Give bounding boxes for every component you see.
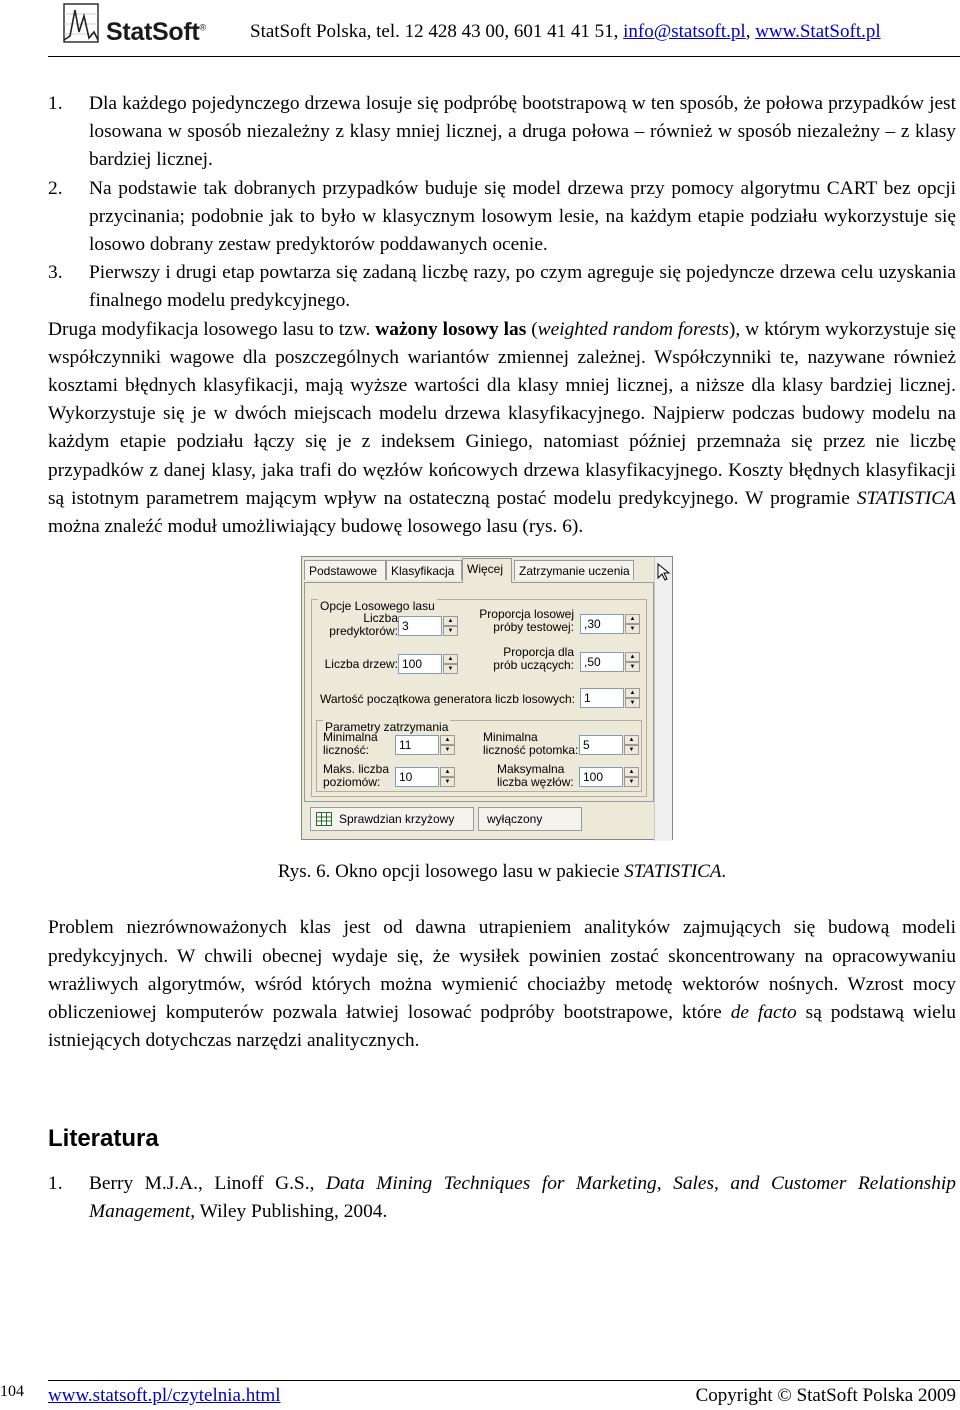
header-divider (48, 56, 960, 57)
proportion-stepper[interactable] (580, 652, 640, 672)
seed-stepper[interactable] (580, 688, 640, 708)
header-email-link[interactable]: info@statsoft.pl (623, 21, 746, 42)
test-proportion-input[interactable]: ,30 (580, 614, 624, 634)
paragraph-imbalanced-classes: Problem niezrównoważonych klas jest od dawna utrapieniem analityków zajmujących się budową modeli predykcyjnych. W chwili obecnej wydaje się, że wysiłek powinien zostać skoncentrowany na opracowywaniu wrażliwych algorytmów, wśród których można wymienić chociażby metodę wektorów nośnych. Wzrost mocy obliczeniowej komputerów pozwala łatwiej losować podpróby bootstrapowe, które de facto są podstawą wielu istniejących dotychczas narzędzi analitycznych. (48, 917, 956, 1052)
dialog-tabs (302, 557, 674, 583)
random-forest-options-group (311, 599, 647, 797)
section-title-literature: Literatura (48, 1125, 159, 1153)
page-number: 104 (0, 1383, 24, 1400)
article-content (48, 90, 956, 1226)
header-contact: StatSoft Polska, tel. 12 428 43 00, 601 41 41 51, info@statsoft.pl, www.StatSoft.pl (250, 21, 881, 42)
group-label: Opcje Losowego lasu (318, 592, 437, 620)
arrow-up-icon[interactable]: ▲ (443, 654, 458, 664)
algorithm-steps (48, 90, 956, 316)
num-trees-stepper[interactable] (398, 654, 458, 674)
arrow-up-icon[interactable]: ▲ (624, 767, 639, 777)
random-forest-options-dialog (301, 556, 673, 840)
seed-input[interactable]: 1 (580, 688, 624, 708)
footer-divider (48, 1380, 960, 1381)
arrow-up-icon[interactable]: ▲ (624, 735, 639, 745)
group-label: Parametry zatrzymania (323, 713, 450, 741)
scrollbar[interactable] (654, 557, 672, 841)
list-item: 3. Pierwszy i drugi etap powtarza się zadaną liczbę razy, po czym agreguje się pojedyncze drzewa celu uzyskania finalnego modelu predykcyjnego. (48, 262, 956, 312)
arrow-down-icon[interactable]: ▼ (624, 745, 639, 755)
min-child-stepper[interactable] (579, 735, 639, 755)
arrow-up-icon[interactable]: ▲ (440, 767, 455, 777)
tab-classification[interactable]: Klasyfikacja (386, 560, 462, 580)
page-footer (48, 1385, 956, 1407)
arrow-down-icon[interactable]: ▼ (443, 626, 458, 636)
footer-link[interactable]: www.statsoft.pl/czytelnia.html (48, 1385, 281, 1406)
arrow-up-icon[interactable]: ▲ (625, 652, 640, 662)
copyright-text: Copyright © StatSoft Polska 2009 (695, 1385, 956, 1406)
min-child-input[interactable]: 5 (579, 735, 623, 755)
min-n-stepper[interactable] (395, 735, 455, 755)
num-predictors-stepper[interactable] (398, 616, 458, 636)
test-proportion-label: Proporcja losowej próby testowej: (479, 607, 574, 635)
tab-stopping[interactable]: Zatrzymanie uczenia (514, 560, 634, 580)
weighted-toggle-button[interactable]: wyłączony (478, 807, 582, 831)
cross-validation-button[interactable] (310, 807, 474, 831)
list-item: 2. Na podstawie tak dobranych przypadków buduje się model drzewa przy pomocy algorytmu CART bez opcji przycinania; podobnie jak to było w klasycznym losowym lesie, na każdym etapie podziału wykorzystuje się losowo dobrany zestaw predyktorów poddawanych ocenie. (48, 177, 956, 256)
arrow-down-icon[interactable]: ▼ (440, 777, 455, 787)
proportion-input[interactable]: ,50 (580, 652, 624, 672)
arrow-down-icon[interactable]: ▼ (440, 745, 455, 755)
reference-item: 1. Berry M.J.A., Linoff G.S., Data Mining Techniques for Marketing, Sales, and Customer Relationship Management, Wiley Publishing, 2004. (48, 1172, 956, 1222)
min-child-label: Minimalna liczność potomka: (483, 730, 579, 758)
tab-basic[interactable]: Podstawowe (304, 560, 386, 580)
proportion-label: Proporcja dla prób uczących: (493, 645, 574, 673)
test-proportion-stepper[interactable] (580, 614, 640, 634)
mouse-cursor-icon (657, 563, 671, 581)
arrow-down-icon[interactable]: ▼ (625, 698, 640, 708)
arrow-down-icon[interactable]: ▼ (624, 777, 639, 787)
max-levels-stepper[interactable] (395, 767, 455, 787)
arrow-up-icon[interactable]: ▲ (440, 735, 455, 745)
max-levels-label: Maks. liczba poziomów: (323, 762, 390, 790)
figure-caption: Rys. 6. Okno opcji losowego lasu w pakiecie STATISTICA. (277, 861, 727, 883)
max-nodes-label: Maksymalna liczba węzłów: (497, 762, 574, 790)
arrow-up-icon[interactable]: ▲ (625, 688, 640, 698)
list-item: 1. Dla każdego pojedynczego drzewa losuje się podpróbę bootstrapową w ten sposób, że połowa przypadków jest losowana w sposób niezależny z klasy mniej licznej, a druga połowa – również w sposób niezależny – z klasy bardziej licznej. (48, 93, 956, 171)
arrow-down-icon[interactable]: ▼ (625, 624, 640, 634)
num-trees-label: Liczba drzew: (324, 657, 398, 672)
figure-dialog-screenshot (301, 556, 673, 840)
max-nodes-stepper[interactable] (579, 767, 639, 787)
paragraph-weighted-forest: Druga modyfikacja losowego lasu to tzw. ważony losowy las (weighted random forests), w którym wykorzystuje się współczynniki wagowe dla poszczególnych wariantów zmiennej zależnej. Współczynniki te, nazywane również kosztami błędnych klasyfikacji, mają wyższe wartości dla klasy mniej licznej, a niższe dla klasy bardziej licznej. Wykorzystuje się je w dwóch miejscach modelu drzewa klasyfikacyjnego. Najpierw podczas budowy modelu na każdym etapie podziału łączy się je z indeksem Giniego, natomiast później przemnaża się przez nie liczbę przypadków z danej klasy, jaka trafi do węzłów końcowych drzewa klasyfikacyjnego. Koszty błędnych klasyfikacji są istotnym parametrem mającym wpływ na ostateczną postać modelu predykcyjnego. W programie STATISTICA można znaleźć moduł umożliwiający budowę losowego lasu (rys. 6). (48, 318, 956, 538)
cross-validation-icon (316, 812, 332, 826)
min-n-input[interactable]: 11 (395, 735, 439, 755)
num-predictors-label: Liczba predyktorów: (329, 611, 398, 639)
tab-more[interactable]: Więcej (462, 558, 512, 583)
max-nodes-input[interactable]: 100 (579, 767, 623, 787)
num-predictors-input[interactable]: 3 (398, 616, 442, 636)
arrow-down-icon[interactable]: ▼ (443, 664, 458, 674)
max-levels-input[interactable]: 10 (395, 767, 439, 787)
page-header (0, 0, 960, 60)
min-n-label: Minimalna liczność: (323, 730, 378, 758)
arrow-up-icon[interactable]: ▲ (443, 616, 458, 626)
seed-label: Wartość początkowa generatora liczb losowych: (320, 692, 575, 707)
arrow-down-icon[interactable]: ▼ (625, 662, 640, 672)
num-trees-input[interactable]: 100 (398, 654, 442, 674)
arrow-up-icon[interactable]: ▲ (625, 614, 640, 624)
button-label: Sprawdzian krzyżowy (339, 812, 455, 827)
logo-text: StatSoft® (106, 18, 206, 46)
header-website-link[interactable]: www.StatSoft.pl (755, 21, 881, 42)
tab-panel (304, 582, 654, 802)
stopping-parameters-group (316, 720, 642, 792)
